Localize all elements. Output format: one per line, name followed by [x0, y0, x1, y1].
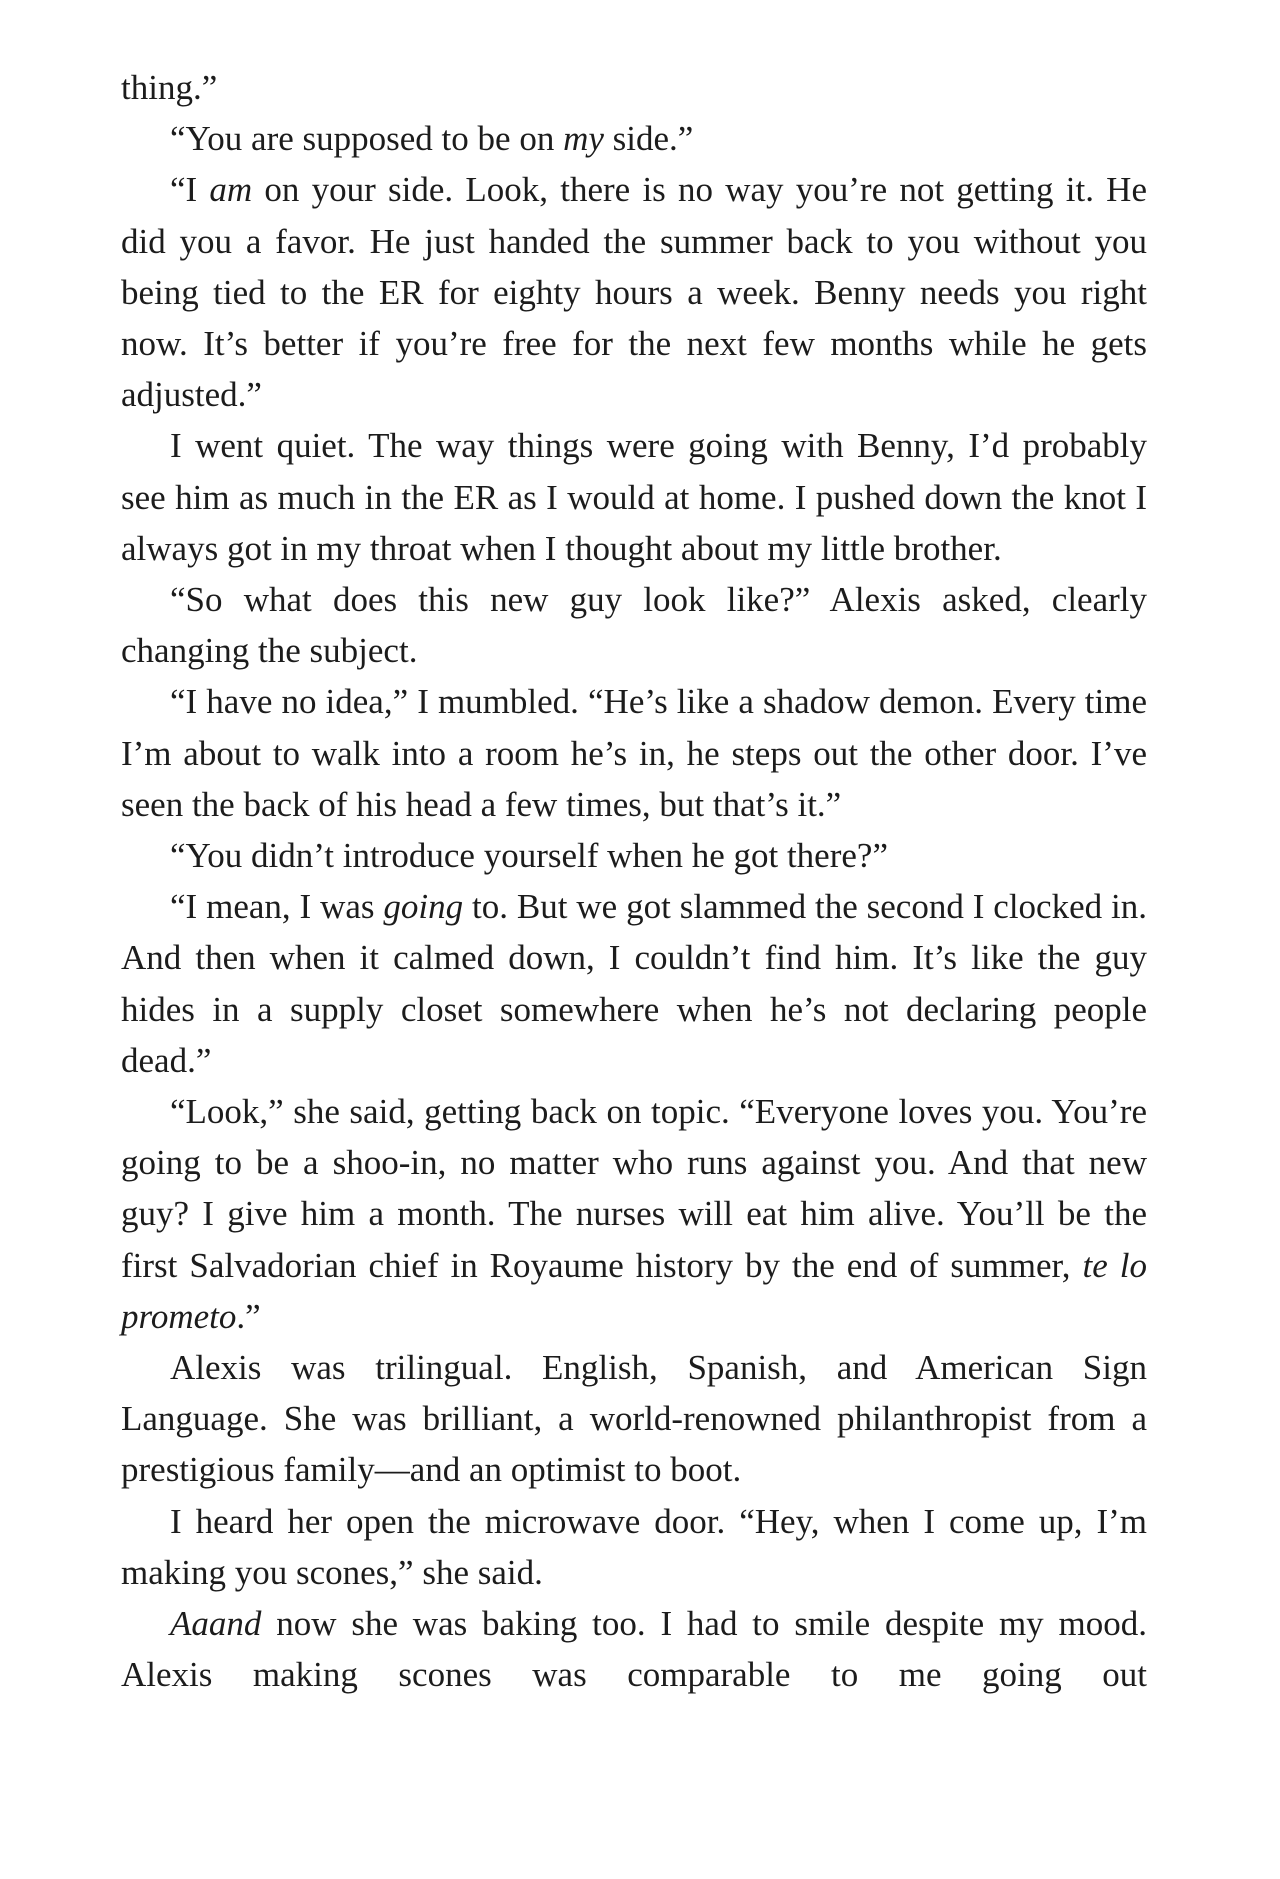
paragraph [121, 164, 1147, 420]
italic-text: am [209, 170, 253, 210]
text-run: I heard her open the microwave door. “Hey, when I come up, I’m making you scones,” she said. [121, 1501, 1147, 1592]
text-run: “Look,” she said, getting back on topic. “Everyone loves you. You’re going to be a shoo-in, no matter who runs against you. And that new guy? I give him a month. The nurses will eat him alive. You’ll be the first Salvadorian chief in Royaume history by the end of summer, [121, 1092, 1147, 1285]
text-run: side.” [603, 119, 694, 159]
paragraph [121, 830, 1147, 881]
text-run: “I mean, I was [170, 887, 384, 927]
italic-text: Aaand [170, 1604, 262, 1644]
text-run: thing.” [121, 68, 218, 107]
text-run: “You didn’t introduce yourself when he got there?” [170, 836, 888, 876]
paragraph [121, 1342, 1147, 1496]
text-run: now she was baking too. I had to smile despite my mood. Alexis making scones was comparable to me going out [121, 1604, 1147, 1695]
text-run: “You are supposed to be on [170, 119, 564, 159]
text-run: “I [170, 170, 210, 210]
text-run: I went quiet. The way things were going with Benny, I’d probably see him as much in the ER as I would at home. I pushed down the knot I always got in my throat when I thought about my little brother. [121, 426, 1147, 568]
paragraph [121, 62, 1147, 113]
paragraph [121, 1598, 1147, 1700]
paragraph [121, 420, 1147, 574]
italic-text: my [563, 119, 604, 159]
book-page-text [121, 62, 1147, 1701]
italic-text: te lo prometo [121, 1245, 1147, 1336]
text-run: “So what does this new guy look like?” Alexis asked, clearly changing the subject. [121, 580, 1147, 671]
text-run: Alexis was trilingual. English, Spanish, and American Sign Language. She was brilliant, a world-renowned philanthropist from a prestigious family—and an optimist to boot. [121, 1348, 1147, 1490]
text-run: “I have no idea,” I mumbled. “He’s like a shadow demon. Every time I’m about to walk into a room he’s in, he steps out the other door. I’ve seen the back of his head a few times, but that’s it.” [121, 682, 1147, 824]
italic-text: going [383, 887, 464, 927]
paragraph [121, 574, 1147, 676]
paragraph [121, 113, 1147, 164]
paragraph [121, 676, 1147, 830]
paragraph [121, 1086, 1147, 1342]
text-run: to. But we got slammed the second I clocked in. And then when it calmed down, I couldn’t find him. It’s like the guy hides in a supply closet somewhere when he’s not declaring people dead.” [121, 887, 1147, 1080]
paragraph [121, 881, 1147, 1086]
paragraph [121, 1496, 1147, 1598]
text-run: .” [236, 1296, 261, 1336]
text-run: on your side. Look, there is no way you’re not getting it. He did you a favor. He just handed the summer back to you without you being tied to the ER for eighty hours a week. Benny needs you right now. It’s better if you’re free for the next few months while he gets adjusted.” [121, 170, 1147, 415]
